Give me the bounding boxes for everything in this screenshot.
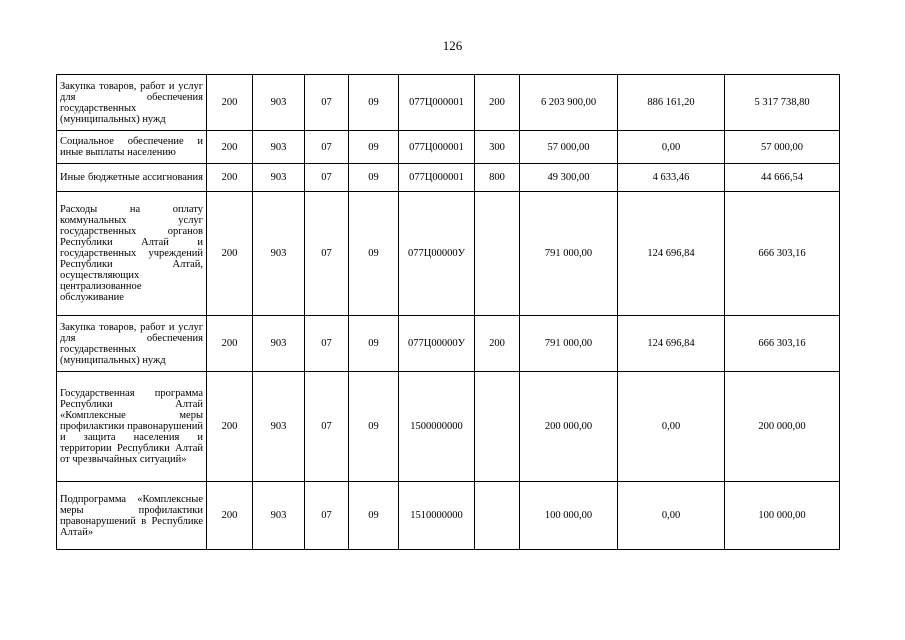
page-number: 126 <box>442 38 463 53</box>
cell-col7: 6 203 900,00 <box>520 75 618 131</box>
cell-col1: 200 <box>207 164 253 192</box>
cell-col5: 077Ц000001 <box>399 131 475 164</box>
table-row <box>57 482 840 550</box>
cell-col8: 0,00 <box>618 482 725 550</box>
cell-col9: 5 317 738,80 <box>725 75 840 131</box>
cell-col4: 09 <box>349 75 399 131</box>
cell-col3: 07 <box>305 372 349 482</box>
cell-col3: 07 <box>305 131 349 164</box>
cell-col9: 666 303,16 <box>725 316 840 372</box>
table-row <box>57 372 840 482</box>
cell-col1: 200 <box>207 192 253 316</box>
cell-col7: 791 000,00 <box>520 192 618 316</box>
budget-table <box>56 74 840 550</box>
row-name: Закупка товаров, работ и услуг для обеспечения государственных (муниципальных) нужд <box>57 75 207 131</box>
cell-col7: 791 000,00 <box>520 316 618 372</box>
cell-col7: 100 000,00 <box>520 482 618 550</box>
cell-col2: 903 <box>253 372 305 482</box>
cell-col1: 200 <box>207 75 253 131</box>
cell-col8: 124 696,84 <box>618 192 725 316</box>
cell-col6: 200 <box>475 316 520 372</box>
cell-col4: 09 <box>349 131 399 164</box>
cell-col6: 800 <box>475 164 520 192</box>
cell-col6: 300 <box>475 131 520 164</box>
table-row <box>57 75 840 131</box>
cell-col8: 0,00 <box>618 131 725 164</box>
cell-col7: 57 000,00 <box>520 131 618 164</box>
cell-col8: 124 696,84 <box>618 316 725 372</box>
cell-col5: 077Ц000001 <box>399 75 475 131</box>
cell-col9: 100 000,00 <box>725 482 840 550</box>
cell-col1: 200 <box>207 316 253 372</box>
cell-col1: 200 <box>207 482 253 550</box>
table-row <box>57 131 840 164</box>
cell-col6: 200 <box>475 75 520 131</box>
cell-col3: 07 <box>305 316 349 372</box>
row-name: Закупка товаров, работ и услуг для обеспечения государственных (муниципальных) нужд <box>57 316 207 372</box>
cell-col2: 903 <box>253 75 305 131</box>
cell-col4: 09 <box>349 192 399 316</box>
cell-col3: 07 <box>305 482 349 550</box>
cell-col5: 1510000000 <box>399 482 475 550</box>
cell-col5: 1500000000 <box>399 372 475 482</box>
cell-col1: 200 <box>207 131 253 164</box>
cell-col2: 903 <box>253 164 305 192</box>
row-name: Социальное обеспечение и иные выплаты населению <box>57 131 207 164</box>
cell-col5: 077Ц00000У <box>399 192 475 316</box>
cell-col1: 200 <box>207 372 253 482</box>
row-name: Иные бюджетные ассигнования <box>57 164 207 192</box>
row-name: Государственная программа Республики Алтай «Комплексные меры профилактики правонарушений и защита населения и территории Республики Алтай от чрезвычайных ситуаций» <box>57 372 207 482</box>
cell-col3: 07 <box>305 75 349 131</box>
cell-col4: 09 <box>349 372 399 482</box>
cell-col4: 09 <box>349 482 399 550</box>
cell-col3: 07 <box>305 164 349 192</box>
cell-col8: 0,00 <box>618 372 725 482</box>
cell-col4: 09 <box>349 316 399 372</box>
cell-col7: 200 000,00 <box>520 372 618 482</box>
row-name: Расходы на оплату коммунальных услуг государственных органов Республики Алтай и государственных учреждений Республики Алтай, осуществляющих централизованное обслуживание <box>57 192 207 316</box>
cell-col6 <box>475 372 520 482</box>
cell-col8: 886 161,20 <box>618 75 725 131</box>
table-row <box>57 316 840 372</box>
cell-col9: 200 000,00 <box>725 372 840 482</box>
cell-col4: 09 <box>349 164 399 192</box>
cell-col2: 903 <box>253 192 305 316</box>
table-row <box>57 164 840 192</box>
cell-col2: 903 <box>253 316 305 372</box>
cell-col5: 077Ц00000У <box>399 316 475 372</box>
cell-col9: 57 000,00 <box>725 131 840 164</box>
cell-col2: 903 <box>253 131 305 164</box>
cell-col2: 903 <box>253 482 305 550</box>
cell-col7: 49 300,00 <box>520 164 618 192</box>
table-row <box>57 192 840 316</box>
cell-col8: 4 633,46 <box>618 164 725 192</box>
cell-col6 <box>475 192 520 316</box>
cell-col9: 44 666,54 <box>725 164 840 192</box>
cell-col6 <box>475 482 520 550</box>
row-name: Подпрограмма «Комплексные меры профилактики правонарушений в Республике Алтай» <box>57 482 207 550</box>
cell-col5: 077Ц000001 <box>399 164 475 192</box>
cell-col3: 07 <box>305 192 349 316</box>
cell-col9: 666 303,16 <box>725 192 840 316</box>
